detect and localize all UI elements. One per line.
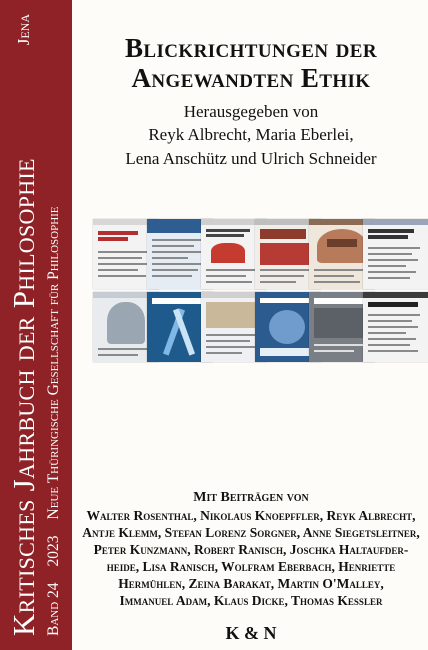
spine-line-series	[6, 14, 42, 636]
poster-6	[363, 219, 428, 289]
editors-names-line-1: Reyk Albrecht, Maria Eberlei,	[148, 125, 354, 144]
book-title-line-2: Angewandten Ethik	[131, 63, 371, 93]
poster-collage-image	[93, 219, 428, 362]
series-title: Kritisches Jahrbuch der Philosophie	[6, 158, 41, 636]
series-location: Jena	[14, 14, 33, 46]
contributors-line: heide, Lisa Ranisch, Wolfram Eberbach, Henriette	[106, 559, 396, 574]
book-title-line-1: Blickrichtungen der	[125, 33, 377, 63]
editors-intro: Herausgegeben von	[183, 102, 319, 121]
contributors-line: Hermühlen, Zeina Barakat, Martin O'Malley,	[118, 576, 384, 591]
spine-text-block	[0, 0, 72, 650]
contributors-line: Walter Rosenthal, Nikolaus Knoepffler, Reyk Albrecht,	[86, 508, 416, 523]
editors-names-line-2: Lena Anschütz und Ulrich Schneider	[125, 149, 377, 168]
volume-number: Band 24	[45, 582, 62, 636]
contributors-line: Peter Kunzmann, Robert Ranisch, Joschka Haltaufder-	[93, 542, 409, 557]
publisher-logo: K & N	[225, 623, 277, 643]
society-name: Neue Thüringische Gesellschaft für Philosophie	[45, 206, 62, 520]
volume-year: 2023	[45, 535, 62, 567]
contributors-line: Immanuel Adam, Klaus Dicke, Thomas Kessler	[119, 593, 383, 608]
spine-band	[0, 0, 72, 650]
poster-12	[363, 292, 428, 362]
contributors-heading: Mit Beiträgen von	[193, 490, 309, 505]
contributors-line: Antje Klemm, Stefan Lorenz Sorgner, Anne Siegetsleitner,	[82, 525, 420, 540]
spine-line-volume	[43, 206, 65, 636]
